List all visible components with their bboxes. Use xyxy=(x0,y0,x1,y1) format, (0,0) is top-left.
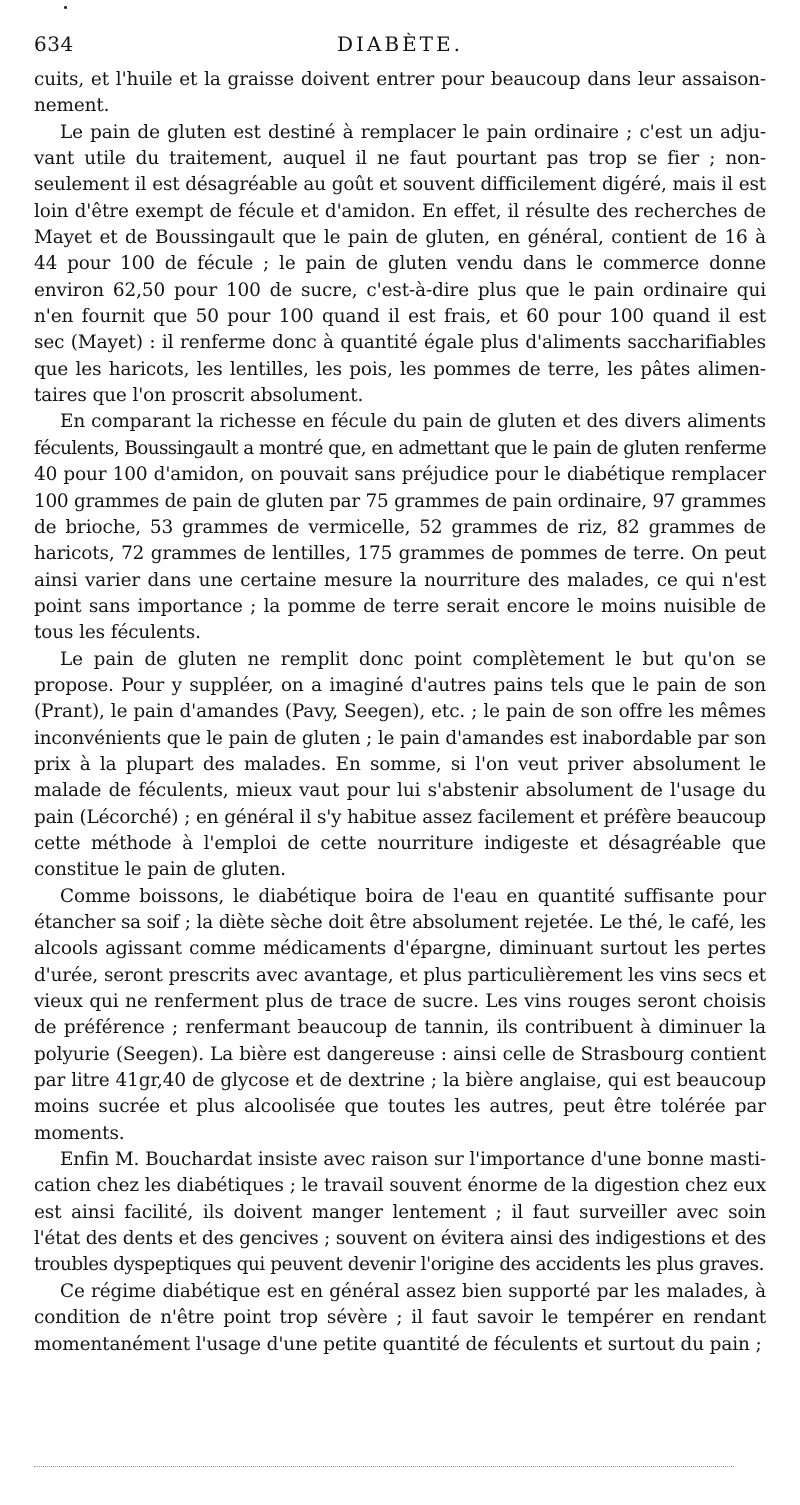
stray-ink-dot xyxy=(64,6,67,9)
text-line: Enfin M. Bouchardat insiste avec raison sur l'importance d'une bonne masti- xyxy=(60,1149,766,1171)
running-title: DIABÈTE. xyxy=(337,32,463,56)
footer-dotted-rule xyxy=(34,1466,734,1467)
text-line: d'urée, seront prescrits avec avantage, et plus particulièrement les vins secs et xyxy=(34,964,766,986)
text-line: alcools agissant comme médicaments d'épargne, diminuant surtout les pertes xyxy=(34,938,766,960)
paragraph xyxy=(34,1279,766,1358)
text-line: cette méthode à l'emploi de cette nourriture indigeste et désagréable que xyxy=(34,832,766,854)
paragraph xyxy=(34,409,766,646)
text-line: loin d'être exempt de fécule et d'amidon. En effet, il résulte des recherches de xyxy=(34,200,766,222)
text-line: Mayet et de Boussingault que le pain de gluten, en général, contient de 16 à xyxy=(34,227,766,249)
text-line: de brioche, 53 grammes de vermicelle, 52 grammes de riz, 82 grammes de xyxy=(34,516,766,538)
text-line: (Prant), le pain d'amandes (Pavy, Seegen), etc. ; le pain de son offre les mêmes xyxy=(34,701,766,723)
text-line: momentanément l'usage d'une petite quantité de féculents et surtout du pain ; xyxy=(34,1333,762,1355)
text-line: cation chez les diabétiques ; le travail souvent énorme de la digestion chez eux xyxy=(34,1175,766,1197)
text-line: environ 62,50 pour 100 de sucre, c'est-à-dire plus que le pain ordinaire qui xyxy=(34,279,766,301)
page-header xyxy=(34,32,766,58)
text-line: nement. xyxy=(34,95,110,117)
text-line: seulement il est désagréable au goût et souvent difficilement digéré, mais il est xyxy=(34,174,766,196)
text-line: moins sucrée et plus alcoolisée que toutes les autres, peut être tolérée par xyxy=(34,1096,766,1118)
text-line: polyurie (Seegen). La bière est dangereuse : ainsi celle de Strasbourg contient xyxy=(34,1043,766,1065)
paragraph xyxy=(34,884,766,1147)
paragraph xyxy=(34,120,766,410)
text-line: condition de n'être point trop sévère ; il faut savoir le tempérer en rendant xyxy=(34,1307,766,1329)
text-line: Le pain de gluten est destiné à remplacer le pain ordinaire ; c'est un adju- xyxy=(60,121,766,143)
text-line: En comparant la richesse en fécule du pain de gluten et des divers aliments xyxy=(60,411,766,433)
text-line: de préférence ; renfermant beaucoup de tannin, ils contribuent à diminuer la xyxy=(34,1017,766,1039)
text-line: 40 pour 100 d'amidon, on pouvait sans préjudice pour le diabétique remplacer xyxy=(34,464,766,486)
body-text xyxy=(34,67,766,1358)
paragraph xyxy=(34,1147,766,1279)
text-line: Ce régime diabétique est en général assez bien supporté par les malades, à xyxy=(60,1280,766,1302)
text-line: Comme boissons, le diabétique boira de l'eau en quantité suffisante pour xyxy=(60,885,766,907)
text-line: tous les féculents. xyxy=(34,622,201,644)
text-line: ainsi varier dans une certaine mesure la nourriture des malades, ce qui n'est xyxy=(34,569,766,591)
text-line: sec (Mayet) : il renferme donc à quantité égale plus d'aliments saccharifiables xyxy=(34,332,766,354)
page-number: 634 xyxy=(34,32,74,56)
text-line: étancher sa soif ; la diète sèche doit être absolument rejetée. Le thé, le café, les xyxy=(34,912,766,933)
text-line: Le pain de gluten ne remplit donc point complètement le but qu'on se xyxy=(60,648,766,670)
text-line: féculents, Boussingault a montré que, en admettant que le pain de gluten renferme xyxy=(34,437,766,459)
text-line: vant utile du traitement, auquel il ne faut pourtant pas trop se fier ; non- xyxy=(34,148,766,170)
text-line: l'état des dents et des gencives ; souvent on évitera ainsi des indigestions et des xyxy=(34,1228,766,1250)
text-line: pain (Lécorché) ; en général il s'y habitue assez facilement et préfère beaucoup xyxy=(34,806,766,828)
text-line: 44 pour 100 de fécule ; le pain de gluten vendu dans le commerce donne xyxy=(34,253,766,275)
text-line: constitue le pain de gluten. xyxy=(34,859,286,881)
text-line: malade de féculents, mieux vaut pour lui s'abstenir absolument de l'usage du xyxy=(34,780,766,802)
text-line: propose. Pour y suppléer, on a imaginé d'autres pains tels que le pain de son xyxy=(34,674,766,696)
text-line: vieux qui ne renferment plus de trace de sucre. Les vins rouges seront choisis xyxy=(34,991,766,1013)
text-line: est ainsi facilité, ils doivent manger lentement ; il faut surveiller avec soin xyxy=(34,1201,766,1223)
text-line: moments. xyxy=(34,1122,125,1144)
text-line: par litre 41gr,40 de glycose et de dextrine ; la bière anglaise, qui est beaucoup xyxy=(34,1070,766,1092)
text-line: troubles dyspeptiques qui peuvent devenir l'origine des accidents les plus graves. xyxy=(34,1254,765,1276)
text-line: point sans importance ; la pomme de terre serait encore le moins nuisible de xyxy=(34,595,766,617)
text-line: que les haricots, les lentilles, les pois, les pommes de terre, les pâtes alimen- xyxy=(34,358,766,380)
paragraph xyxy=(34,647,766,884)
text-line: prix à la plupart des malades. En somme, si l'on veut priver absolument le xyxy=(34,753,766,775)
text-line: cuits, et l'huile et la graisse doivent entrer pour beaucoup dans leur assaison- xyxy=(34,69,766,90)
text-line: 100 grammes de pain de gluten par 75 grammes de pain ordinaire, 97 grammes xyxy=(34,490,766,512)
text-line: inconvénients que le pain de gluten ; le pain d'amandes est inabordable par son xyxy=(34,727,766,749)
text-line: n'en fournit que 50 pour 100 quand il est frais, et 60 pour 100 quand il est xyxy=(34,306,766,328)
paragraph xyxy=(34,67,766,120)
text-line: haricots, 72 grammes de lentilles, 175 grammes de pommes de terre. On peut xyxy=(34,543,766,565)
text-line: taires que l'on proscrit absolument. xyxy=(34,385,364,407)
